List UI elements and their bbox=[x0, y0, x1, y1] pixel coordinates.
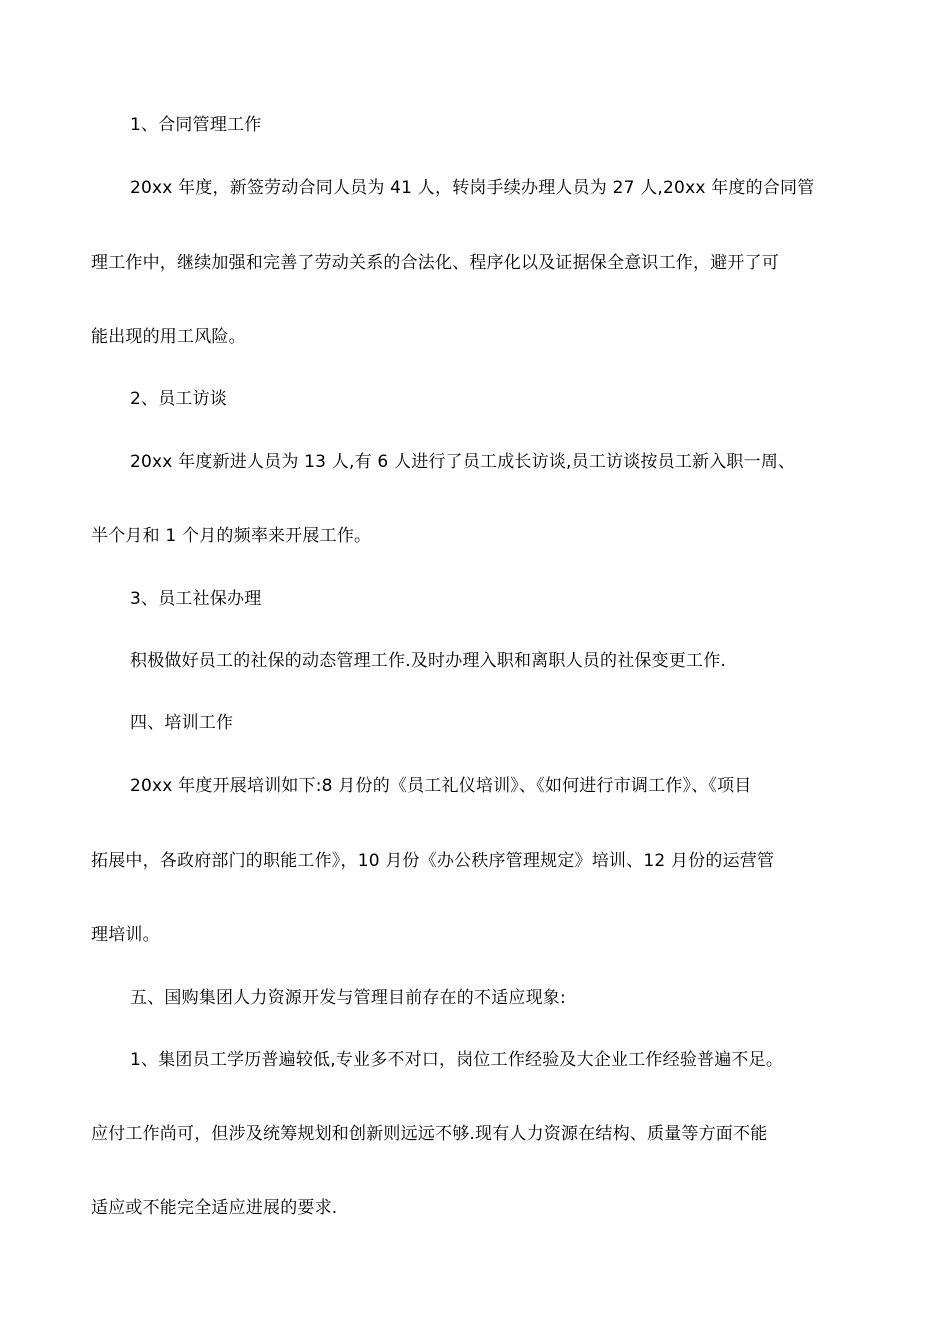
paragraph-contract-line-2: 理工作中，继续加强和完善了劳动关系的合法化、程序化以及证据保全意识工作，避开了可 bbox=[91, 253, 779, 273]
paragraph-interview-line-2: 半个月和 1 个月的频率来开展工作。 bbox=[91, 526, 372, 546]
section-heading-issues: 五、国购集团人力资源开发与管理目前存在的不适应现象: bbox=[130, 988, 566, 1008]
paragraph-training-line-1: 20xx 年度开展培训如下:8 月份的《员工礼仪培训》、《如何进行市调工作》、《项目 bbox=[130, 776, 752, 796]
paragraph-contract-line-1: 20xx 年度，新签劳动合同人员为 41 人，转岗手续办理人员为 27 人,20xx 年度的合同管 bbox=[130, 178, 815, 198]
section-heading-employee-interview: 2、员工访谈 bbox=[130, 389, 228, 409]
paragraph-training-line-2: 拓展中，各政府部门的职能工作》，10 月份《办公秩序管理规定》培训、12 月份的运营管 bbox=[91, 851, 775, 871]
paragraph-issues-line-3: 适应或不能完全适应进展的要求. bbox=[91, 1198, 338, 1218]
paragraph-contract-line-3: 能出现的用工风险。 bbox=[91, 327, 246, 347]
paragraph-issues-line-1: 1、集团员工学历普遍较低,专业多不对口，岗位工作经验及大企业工作经验普遍不足。 bbox=[130, 1050, 784, 1070]
paragraph-training-line-3: 理培训。 bbox=[91, 925, 160, 945]
section-heading-contract-management: 1、合同管理工作 bbox=[130, 115, 262, 135]
paragraph-issues-line-2: 应付工作尚可，但涉及统筹规划和创新则远远不够.现有人力资源在结构、质量等方面不能 bbox=[91, 1124, 768, 1144]
paragraph-social-security: 积极做好员工的社保的动态管理工作.及时办理入职和离职人员的社保变更工作. bbox=[130, 651, 727, 671]
section-heading-social-security: 3、员工社保办理 bbox=[130, 589, 262, 609]
paragraph-interview-line-1: 20xx 年度新进人员为 13 人,有 6 人进行了员工成长访谈,员工访谈按员工新入职一周、 bbox=[130, 452, 796, 472]
section-heading-training: 四、培训工作 bbox=[130, 713, 234, 733]
